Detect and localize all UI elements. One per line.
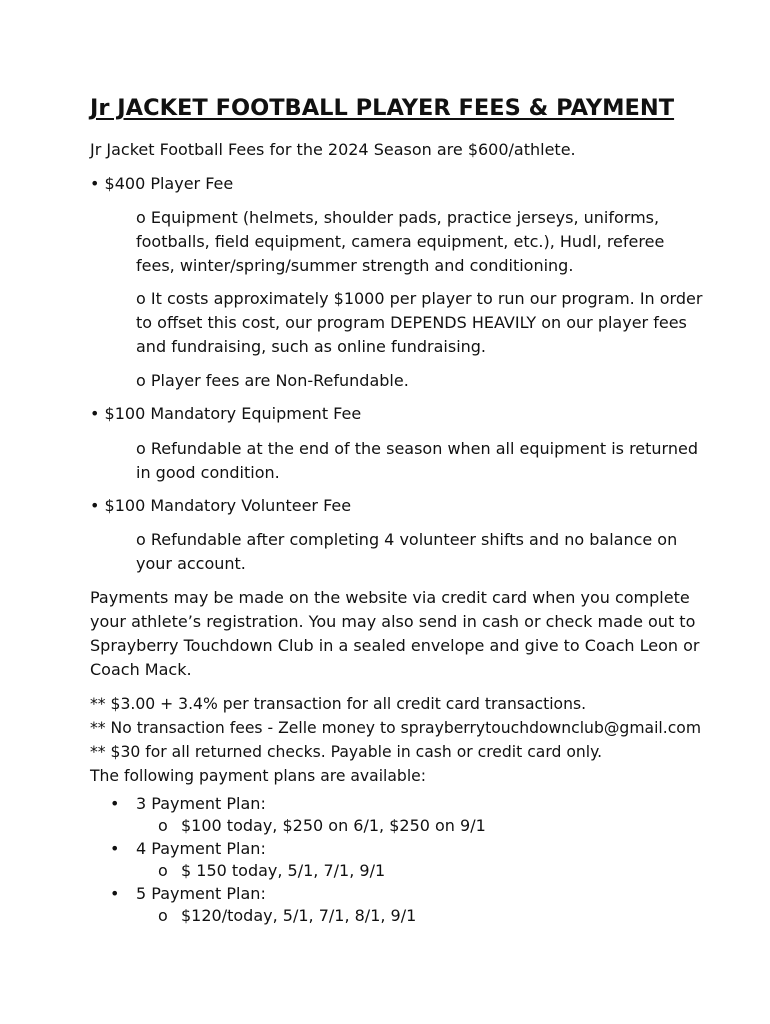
bullet-icon: •: [110, 884, 120, 903]
note-credit-card-fee: ** $3.00 + 3.4% per transaction for all credit card transactions.: [90, 695, 587, 713]
fee-player-detail-refund: o Player fees are Non-Refundable.: [136, 371, 409, 390]
note-returned-checks: ** $30 for all returned checks. Payable in cash or credit card only.: [90, 743, 603, 761]
plan-detail: $120/today, 5/1, 7/1, 8/1, 9/1: [181, 906, 417, 925]
bullet-icon: •: [110, 839, 120, 858]
sub-bullet-icon: o: [158, 816, 168, 835]
plan-label: 3 Payment Plan:: [136, 794, 266, 813]
plan-detail: $100 today, $250 on 6/1, $250 on 9/1: [181, 816, 486, 835]
note-payment-plans-intro: The following payment plans are available:: [90, 767, 427, 785]
note-zelle: ** No transaction fees - Zelle money to sprayberrytouchdownclub@gmail.com: [90, 719, 702, 737]
fee-player-label: • $400 Player Fee: [90, 174, 234, 193]
intro-text: Jr Jacket Football Fees for the 2024 Season are $600/athlete.: [90, 140, 576, 159]
fee-volunteer-label: • $100 Mandatory Volunteer Fee: [90, 496, 352, 515]
plan-detail: $ 150 today, 5/1, 7/1, 9/1: [181, 861, 386, 880]
bullet-icon: •: [110, 794, 120, 813]
page-title: Jr JACKET FOOTBALL PLAYER FEES & PAYMENT: [90, 95, 675, 121]
fee-player-detail-equipment: o Equipment (helmets, shoulder pads, practice jerseys, uniforms, footballs, field equipment, camera equipment, etc.), Hudl, referee fees, winter/spring/summer strength and conditioning.: [136, 208, 665, 275]
fee-volunteer-detail: o Refundable after completing 4 volunteer shifts and no balance on your account.: [136, 530, 678, 573]
sub-bullet-icon: o: [158, 906, 168, 925]
plan-label: 5 Payment Plan:: [136, 884, 266, 903]
sub-bullet-icon: o: [158, 861, 168, 880]
payments-paragraph: Payments may be made on the website via credit card when you complete your athlete’s registration. You may also send in cash or check made out to Sprayberry Touchdown Club in a sealed envelope and give to Coach Leon or Coach Mack.: [90, 588, 700, 679]
plan-label: 4 Payment Plan:: [136, 839, 266, 858]
fee-player-detail-cost: o It costs approximately $1000 per player to run our program. In order to offset this cost, our program DEPENDS HEAVILY on our player fees and fundraising, such as online fundraising.: [136, 289, 703, 356]
fee-equipment-detail: o Refundable at the end of the season when all equipment is returned in good condition.: [136, 439, 698, 482]
payment-notes: [90, 692, 750, 788]
fee-equipment-label: • $100 Mandatory Equipment Fee: [90, 404, 362, 423]
